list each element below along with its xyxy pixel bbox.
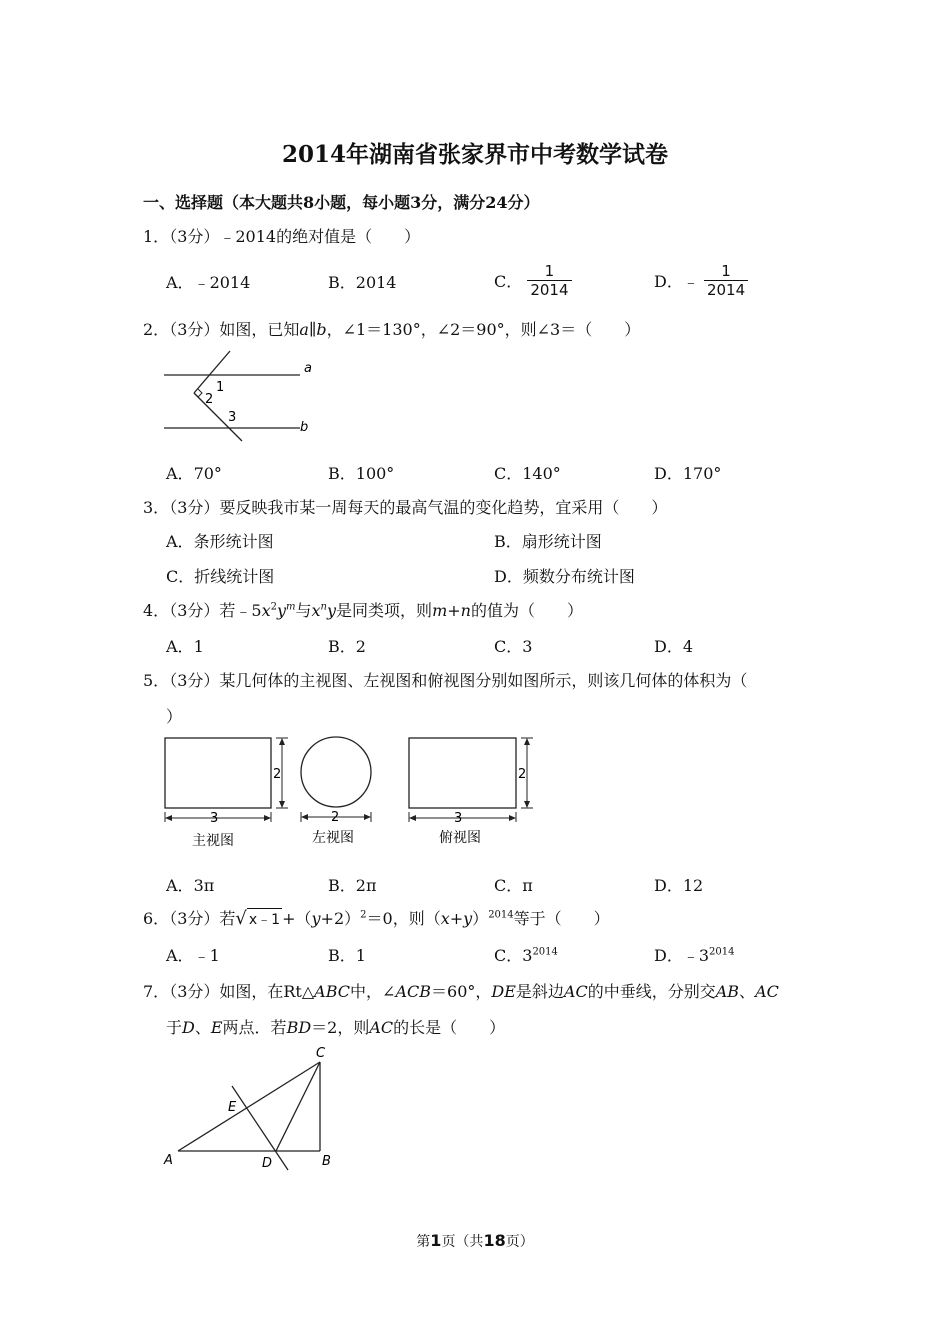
point-e: E bbox=[210, 1018, 223, 1037]
q2-option-d[interactable] bbox=[654, 461, 721, 484]
question-text: 是斜边 bbox=[515, 982, 564, 1001]
question-text: +2） bbox=[320, 909, 361, 928]
option-text: 2π bbox=[355, 876, 377, 895]
denominator: 2014 bbox=[530, 281, 569, 299]
option-text: 条形统计图 bbox=[193, 532, 274, 551]
q3-option-c[interactable] bbox=[166, 564, 274, 587]
var-y: y bbox=[276, 601, 287, 620]
triangle-name: ABC bbox=[314, 982, 351, 1001]
option-text: 12 bbox=[682, 876, 704, 895]
parallel-symbol: ∥ bbox=[308, 320, 317, 339]
question-2 bbox=[143, 317, 640, 340]
q6-option-d[interactable] bbox=[654, 943, 734, 966]
option-text: 4 bbox=[682, 637, 694, 656]
segment-ac: AC bbox=[369, 1018, 394, 1037]
question-text: +（ bbox=[282, 909, 312, 928]
option-label: C． bbox=[494, 946, 523, 965]
option-base: ﹣3 bbox=[682, 946, 710, 965]
option-label: A． bbox=[166, 464, 194, 483]
question-score: （3分） bbox=[169, 982, 220, 1001]
q3-option-a[interactable] bbox=[166, 529, 274, 552]
q5-option-b[interactable] bbox=[328, 873, 376, 896]
point-c-label: C bbox=[316, 1046, 326, 1061]
q1-option-b[interactable] bbox=[328, 270, 396, 293]
option-label: D． bbox=[654, 876, 683, 895]
q1-option-a[interactable] bbox=[166, 270, 250, 293]
angle-1: 1 bbox=[216, 380, 225, 395]
question-5 bbox=[143, 668, 747, 691]
point-a-label: A bbox=[164, 1153, 173, 1168]
option-text: 70° bbox=[193, 464, 222, 483]
question-text: ，∠1＝130°，∠2＝90°，则∠3＝（ ） bbox=[326, 320, 641, 339]
option-text: 1 bbox=[193, 637, 204, 656]
front-view-caption: 主视图 bbox=[192, 833, 234, 849]
question-text: 的中垂线，分别交 bbox=[587, 982, 716, 1001]
question-number: 7． bbox=[143, 982, 170, 1001]
question-number: 4． bbox=[143, 601, 170, 620]
question-score: （3分） bbox=[169, 320, 220, 339]
angle-2: 2 bbox=[205, 392, 214, 407]
var-x: x bbox=[261, 601, 271, 620]
option-label: D． bbox=[494, 567, 523, 586]
top-width: 3 bbox=[454, 811, 463, 826]
segment-ac: AC bbox=[755, 982, 779, 1001]
front-width: 3 bbox=[210, 811, 219, 826]
option-label: B． bbox=[328, 273, 356, 292]
question-number: 1． bbox=[143, 227, 170, 246]
fraction bbox=[704, 262, 748, 299]
expr-m-plus-n: m+n bbox=[432, 601, 471, 620]
question-text: 如图，已知 bbox=[219, 320, 300, 339]
question-text: ） bbox=[472, 909, 489, 928]
option-text: ﹣2014 bbox=[193, 273, 251, 292]
option-label: B． bbox=[328, 876, 356, 895]
var-y: y bbox=[311, 909, 321, 928]
question-text: 若 bbox=[219, 909, 236, 928]
option-text: ﹣1 bbox=[193, 946, 220, 965]
page-footer bbox=[0, 1231, 950, 1251]
segment-ab: AB bbox=[715, 982, 740, 1001]
q4-option-b[interactable] bbox=[328, 634, 366, 657]
var-a: a bbox=[299, 320, 309, 339]
option-text: 100° bbox=[355, 464, 395, 483]
question-text: ﹣2014的绝对值是（ ） bbox=[219, 227, 421, 246]
option-text: 3π bbox=[193, 876, 215, 895]
option-label: D． bbox=[654, 272, 683, 291]
q6-option-c[interactable] bbox=[494, 943, 558, 966]
point-d-label: D bbox=[262, 1156, 273, 1171]
segment-de: DE bbox=[491, 982, 516, 1001]
minus-sign: ﹣ bbox=[682, 272, 699, 291]
point-d: D bbox=[182, 1018, 195, 1037]
footer-text: 页） bbox=[505, 1234, 534, 1250]
question-text: 、 bbox=[194, 1018, 211, 1037]
question-number: 2． bbox=[143, 320, 170, 339]
option-label: B． bbox=[328, 946, 356, 965]
option-text: 2 bbox=[355, 637, 366, 656]
page-title: 2014年湖南省张家界市中考数学试卷 bbox=[281, 141, 668, 168]
question-number: 3． bbox=[143, 498, 170, 517]
option-text: 2014 bbox=[355, 273, 397, 292]
segment-bd: BD bbox=[286, 1018, 312, 1037]
exponent: 2 bbox=[360, 909, 367, 921]
option-label: C． bbox=[166, 567, 195, 586]
q4-option-d[interactable] bbox=[654, 634, 693, 657]
question-text: 的值为（ ） bbox=[470, 601, 583, 620]
question-text: 是同类项，则 bbox=[336, 601, 433, 620]
question-text: ＝2，则 bbox=[311, 1018, 370, 1037]
question-text: 两点．若 bbox=[222, 1018, 287, 1037]
option-text: 1 bbox=[355, 946, 366, 965]
option-text: 折线统计图 bbox=[194, 567, 275, 586]
option-text: 3 bbox=[522, 637, 533, 656]
q4-option-a[interactable] bbox=[166, 634, 204, 657]
q2-option-c[interactable] bbox=[494, 461, 561, 484]
q3-option-d[interactable] bbox=[494, 564, 635, 587]
option-label: C． bbox=[494, 637, 523, 656]
option-label: B． bbox=[328, 637, 356, 656]
q6-option-b[interactable] bbox=[328, 943, 366, 966]
q5-option-d[interactable] bbox=[654, 873, 703, 896]
question-text: 、 bbox=[739, 982, 756, 1001]
question-text: 等于（ ） bbox=[513, 909, 610, 928]
option-label: D． bbox=[654, 464, 683, 483]
question-7 bbox=[143, 979, 779, 1002]
option-text: 频数分布统计图 bbox=[522, 567, 635, 586]
numerator: 1 bbox=[527, 262, 571, 281]
left-view-caption: 左视图 bbox=[312, 830, 354, 846]
question-text: 中，∠ bbox=[350, 982, 396, 1001]
option-label: C． bbox=[494, 272, 523, 291]
option-label: A． bbox=[166, 637, 194, 656]
question-6 bbox=[143, 906, 610, 929]
front-height: 2 bbox=[273, 767, 282, 782]
top-view-caption: 俯视图 bbox=[439, 830, 481, 846]
question-1 bbox=[143, 224, 420, 247]
exponent: 2014 bbox=[488, 909, 514, 921]
option-label: C． bbox=[494, 464, 523, 483]
question-5-cont: ） bbox=[166, 707, 183, 726]
option-text: π bbox=[522, 876, 533, 895]
q5-option-a[interactable] bbox=[166, 873, 214, 896]
top-height: 2 bbox=[518, 767, 527, 782]
angle-3: 3 bbox=[228, 410, 237, 425]
question-text: 于 bbox=[166, 1018, 183, 1037]
q2-option-b[interactable] bbox=[328, 461, 394, 484]
footer-text: 页（共 bbox=[441, 1234, 484, 1250]
question-text: 要反映我市某一周每天的最高气温的变化趋势，宜采用（ ） bbox=[219, 498, 668, 517]
question-number: 5． bbox=[143, 671, 170, 690]
question-score: （3分） bbox=[169, 227, 220, 246]
option-label: A． bbox=[166, 273, 194, 292]
exponent: 2 bbox=[270, 601, 277, 613]
left-diameter: 2 bbox=[331, 810, 340, 825]
q1-option-d[interactable] bbox=[654, 262, 748, 299]
var-b: b bbox=[316, 320, 327, 339]
option-text: 140° bbox=[522, 464, 561, 483]
option-label: A． bbox=[166, 946, 194, 965]
question-text: ＝60°， bbox=[431, 982, 492, 1001]
option-label: B． bbox=[494, 532, 522, 551]
sqrt-icon: √ bbox=[235, 908, 247, 929]
question-text: 与 bbox=[295, 601, 312, 620]
exponent-m: m bbox=[286, 601, 296, 613]
question-4 bbox=[143, 598, 583, 621]
q5-option-c[interactable] bbox=[494, 873, 533, 896]
q4-option-c[interactable] bbox=[494, 634, 532, 657]
q6-option-a[interactable] bbox=[166, 943, 220, 966]
question-3 bbox=[143, 495, 667, 518]
denominator: 2014 bbox=[706, 281, 746, 299]
section-heading: 一、选择题（本大题共8小题，每小题3分，满分24分） bbox=[143, 193, 540, 212]
label-b: b bbox=[300, 420, 309, 435]
q2-option-a[interactable] bbox=[166, 461, 222, 484]
option-label: A． bbox=[166, 876, 194, 895]
var-x: x bbox=[311, 601, 321, 620]
exponent-n: n bbox=[320, 601, 327, 613]
fraction bbox=[527, 262, 571, 299]
question-text: ＝0，则（ bbox=[366, 909, 441, 928]
q3-option-b[interactable] bbox=[494, 529, 602, 552]
question-text: 若﹣5 bbox=[219, 601, 262, 620]
question-score: （3分） bbox=[169, 601, 220, 620]
question-text: 如图，在Rt△ bbox=[219, 982, 315, 1001]
exponent: 2014 bbox=[709, 946, 735, 958]
numerator: 1 bbox=[704, 262, 748, 281]
question-score: （3分） bbox=[169, 498, 220, 517]
angle-name: ACB bbox=[395, 982, 432, 1001]
radicand: x﹣1 bbox=[247, 908, 282, 929]
label-a: a bbox=[304, 361, 312, 376]
q1-option-c[interactable] bbox=[494, 262, 572, 299]
option-label: D． bbox=[654, 637, 683, 656]
point-b-label: B bbox=[322, 1154, 331, 1169]
option-label: D． bbox=[654, 946, 683, 965]
option-base: 3 bbox=[522, 946, 533, 965]
footer-text: 第 bbox=[416, 1234, 431, 1250]
option-label: B． bbox=[328, 464, 356, 483]
question-text: 的长是（ ） bbox=[393, 1018, 506, 1037]
page-number: 1 bbox=[430, 1231, 442, 1250]
option-label: A． bbox=[166, 532, 194, 551]
point-e-label: E bbox=[228, 1100, 237, 1115]
parallel-lines-figure bbox=[160, 345, 320, 445]
option-text: 扇形统计图 bbox=[521, 532, 602, 551]
question-score: （3分） bbox=[169, 671, 220, 690]
expr-x-plus-y: x+y bbox=[440, 909, 473, 928]
option-label: C． bbox=[494, 876, 523, 895]
triangle-figure bbox=[160, 1040, 350, 1175]
total-pages: 18 bbox=[483, 1231, 506, 1250]
question-text: 某几何体的主视图、左视图和俯视图分别如图所示，则该几何体的体积为（ bbox=[219, 671, 748, 690]
question-number: 6． bbox=[143, 909, 170, 928]
three-views-figure bbox=[160, 730, 550, 855]
question-score: （3分） bbox=[169, 909, 220, 928]
exponent: 2014 bbox=[532, 946, 558, 958]
option-text: 170° bbox=[682, 464, 722, 483]
var-y: y bbox=[327, 601, 337, 620]
segment-ac: AC bbox=[563, 982, 588, 1001]
question-7-line2 bbox=[166, 1015, 505, 1038]
